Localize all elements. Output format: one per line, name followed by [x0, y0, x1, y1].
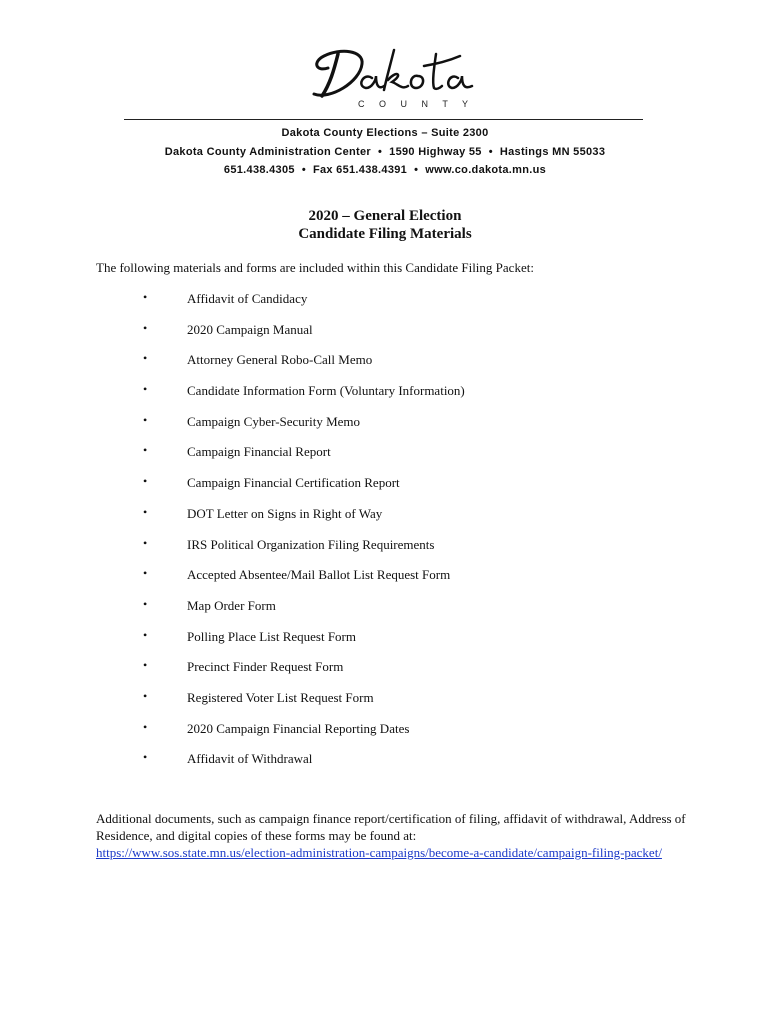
document-title: 2020 – General Election [308, 208, 462, 224]
list-item [0, 658, 770, 689]
bullet-icon: • [143, 382, 148, 397]
bullet-icon: • [143, 596, 148, 611]
list-item-text: Campaign Financial Certification Report [187, 475, 400, 491]
list-item [0, 750, 770, 781]
document-subtitle: Candidate Filing Materials [298, 226, 472, 242]
list-item-text: 2020 Campaign Financial Reporting Dates [187, 720, 410, 736]
list-item [0, 474, 770, 505]
website-url: www.co.dakota.mn.us [425, 164, 547, 176]
list-item [0, 566, 770, 597]
address-center: Dakota County Administration Center [164, 146, 372, 158]
bullet-icon: • [143, 412, 148, 427]
separator: • [301, 164, 306, 176]
bullet-icon: • [143, 351, 148, 366]
list-item [0, 382, 770, 413]
intro-paragraph: The following materials and forms are included within this Candidate Filing Packet: [96, 260, 534, 275]
list-item-text: Candidate Information Form (Voluntary Information) [187, 383, 465, 399]
separator: • [488, 146, 493, 158]
list-item-text: Polling Place List Request Form [187, 628, 356, 644]
dakota-county-logo [300, 42, 480, 114]
footer-paragraph [96, 810, 686, 861]
list-item-text: Campaign Financial Report [187, 444, 331, 460]
bullet-icon: • [143, 320, 148, 335]
phone-number: 651.438.4305 [223, 164, 295, 176]
bullet-icon: • [143, 443, 148, 458]
bullet-icon: • [143, 627, 148, 642]
list-item [0, 505, 770, 536]
list-item [0, 720, 770, 751]
list-item-text: Precinct Finder Request Form [187, 659, 344, 675]
bullet-icon: • [143, 750, 148, 765]
logo-county-text: C O U N T Y [358, 99, 475, 109]
bullet-icon: • [143, 290, 148, 304]
contact-line [0, 164, 770, 176]
list-item-text: Affidavit of Withdrawal [187, 751, 313, 767]
list-item [0, 321, 770, 352]
separator: • [378, 146, 383, 158]
list-item [0, 413, 770, 444]
list-item-text: 2020 Campaign Manual [187, 321, 313, 337]
separator: • [414, 164, 419, 176]
footer-text: Additional documents, such as campaign finance report/certification of filing, affidavit of withdrawal, Address of Residence, and digital copies of these forms may be found at: [96, 811, 686, 843]
bullet-icon: • [143, 566, 148, 581]
list-item [0, 628, 770, 659]
fax-number: Fax 651.438.4391 [312, 164, 408, 176]
list-item-text: DOT Letter on Signs in Right of Way [187, 505, 383, 521]
list-item-text: Accepted Absentee/Mail Ballot List Request Form [187, 567, 451, 583]
header-divider [124, 119, 643, 120]
list-item [0, 351, 770, 382]
address-street: 1590 Highway 55 [389, 146, 482, 158]
bullet-icon: • [143, 504, 148, 519]
filing-packet-link[interactable]: https://www.sos.state.mn.us/election-administration-campaigns/become-a-candidate/campaign-filing-packet/ [96, 845, 662, 860]
office-line: Dakota County Elections – Suite 2300 [281, 127, 489, 139]
list-item-text: IRS Political Organization Filing Requirements [187, 536, 435, 552]
bullet-icon: • [143, 719, 148, 734]
bullet-icon: • [143, 688, 148, 703]
bullet-icon: • [143, 658, 148, 673]
bullet-icon: • [143, 535, 148, 550]
list-item [0, 290, 770, 321]
list-item [0, 443, 770, 474]
logo-script-wordmark [300, 42, 480, 104]
list-item [0, 689, 770, 720]
list-item [0, 597, 770, 628]
bullet-icon: • [143, 474, 148, 489]
list-item-text: Map Order Form [187, 597, 276, 613]
materials-list [0, 290, 770, 781]
list-item-text: Registered Voter List Request Form [187, 689, 374, 705]
address-city: Hastings MN 55033 [499, 146, 606, 158]
list-item-text: Affidavit of Candidacy [187, 291, 308, 306]
list-item-text: Campaign Cyber-Security Memo [187, 413, 361, 429]
address-line [0, 146, 770, 158]
list-item-text: Attorney General Robo-Call Memo [187, 352, 373, 368]
list-item [0, 536, 770, 567]
